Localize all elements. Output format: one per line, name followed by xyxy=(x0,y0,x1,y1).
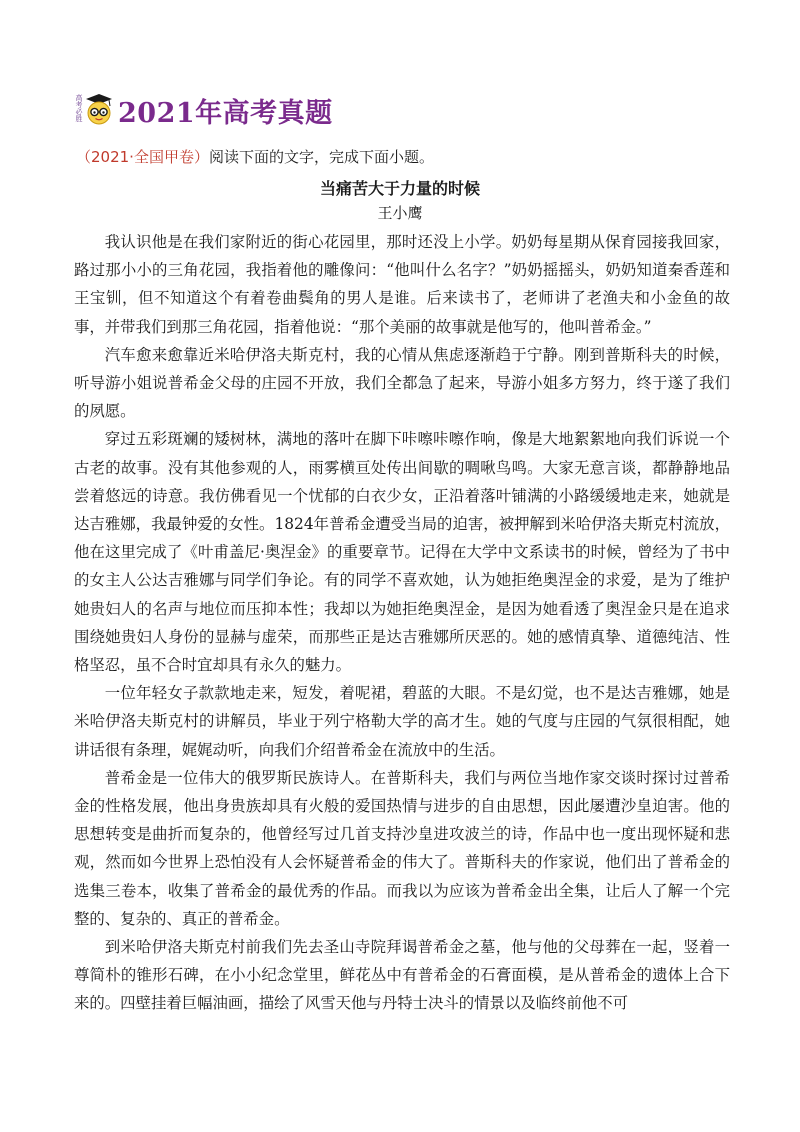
source-tag: （2021·全国甲卷） xyxy=(76,148,209,166)
paragraph: 汽车愈来愈靠近米哈伊洛夫斯克村，我的心情从焦虑逐渐趋于宁静。刚到普斯科夫的时候，听导游小姐说普希金父母的庄园不开放，我们全都急了起来，导游小姐多方努力，终于遂了我们的夙愿。 xyxy=(74,345,730,421)
page-title: 2021年高考真题 xyxy=(118,97,333,129)
page-header xyxy=(72,92,333,128)
question-source xyxy=(76,146,434,167)
paragraph: 普希金是一位伟大的俄罗斯民族诗人。在普斯科夫，我们与两位当地作家交谈时探讨过普希金的性格发展，他出身贵族却具有火般的爱国热情与进步的自由思想，因此屡遭沙皇迫害。他的思想转变是曲折而复杂的，他曾经写过几首支持沙皇进攻波兰的诗，作品中也一度出现怀疑和悲观，然而如今世界上恐怕没有人会怀疑普希金的伟大了。普斯科夫的作家说，他们出了普希金的选集三卷本，收集了普希金的最优秀的作品。而我以为应该为普希金出全集，让后人了解一个完整的、复杂的、真正的普希金。 xyxy=(74,768,730,928)
paragraph: 一位年轻女子款款地走来，短发，着呢裙，碧蓝的大眼。不是幻觉，也不是达吉雅娜，她是米哈伊洛夫斯克村的讲解员，毕业于列宁格勒大学的高才生。她的气度与庄园的气氛很相配，她讲话很有条理，娓娓动听，向我们介绍普希金在流放中的生活。 xyxy=(74,684,730,759)
instruction-text: 阅读下面的文字，完成下面小题。 xyxy=(208,148,434,166)
logo-text: 高考必胜 xyxy=(75,94,83,122)
paragraph: 我认识他是在我们家附近的街心花园里，那时还没上小学。奶奶每星期从保育园接我回家，路过那小小的三角花园，我指着他的雕像问：“他叫什么名字？”奶奶摇摇头，奶奶知道秦香莲和王宝钏，但不知道这个有着卷曲鬓角的男人是谁。后来读书了，老师讲了老渔夫和小金鱼的故事，并带我们到那三角花园，指着他说：“那个美丽的故事就是他写的，他叫普希金。” xyxy=(74,233,730,336)
article-author: 王小鹰 xyxy=(377,204,423,222)
article-title: 当痛苦大于力量的时候 xyxy=(319,179,480,198)
paragraph: 到米哈伊洛夫斯克村前我们先去圣山寺院拜谒普希金之墓，他与他的父母葬在一起，竖着一尊简朴的锥形石碑，在小小纪念堂里，鲜花丛中有普希金的石膏面模，是从普希金的遗体上合下来的。四壁挂着巨幅油画，描绘了风雪天他与丹特士决斗的情景以及临终前他不可 xyxy=(74,938,730,1013)
article-body xyxy=(74,228,730,1018)
exam-logo xyxy=(72,93,116,127)
paragraph: 穿过五彩斑斓的矮树林，满地的落叶在脚下咔嚓咔嚓作响，像是大地絮絮地向我们诉说一个古老的故事。没有其他参观的人，雨雾横亘处传出间歇的啁啾鸟鸣。大家无意言谈，都静静地品尝着悠远的诗意。我仿佛看见一个忧郁的白衣少女，正沿着落叶铺满的小路缓缓地走来，她就是达吉雅娜，我最钟爱的女性。1824年普希金遭受当局的迫害，被押解到米哈伊洛夫斯克村流放，他在这里完成了《叶甫盖尼·奥涅金》的重要章节。记得在大学中文系读书的时候，曾经为了书中的女主人公达吉雅娜与同学们争论。有的同学不喜欢她，认为她拒绝奥涅金的求爱，是为了维护她贵妇人的名声与地位而压抑本性；我却以为她拒绝奥涅金，是因为她看透了奥涅金只是在追求围绕她贵妇人身份的显赫与虚荣，而那些正是达吉雅娜所厌恶的。她的感情真挚、道德纯洁、性格坚忍，虽不合时宜却具有永久的魅力。 xyxy=(74,430,730,675)
